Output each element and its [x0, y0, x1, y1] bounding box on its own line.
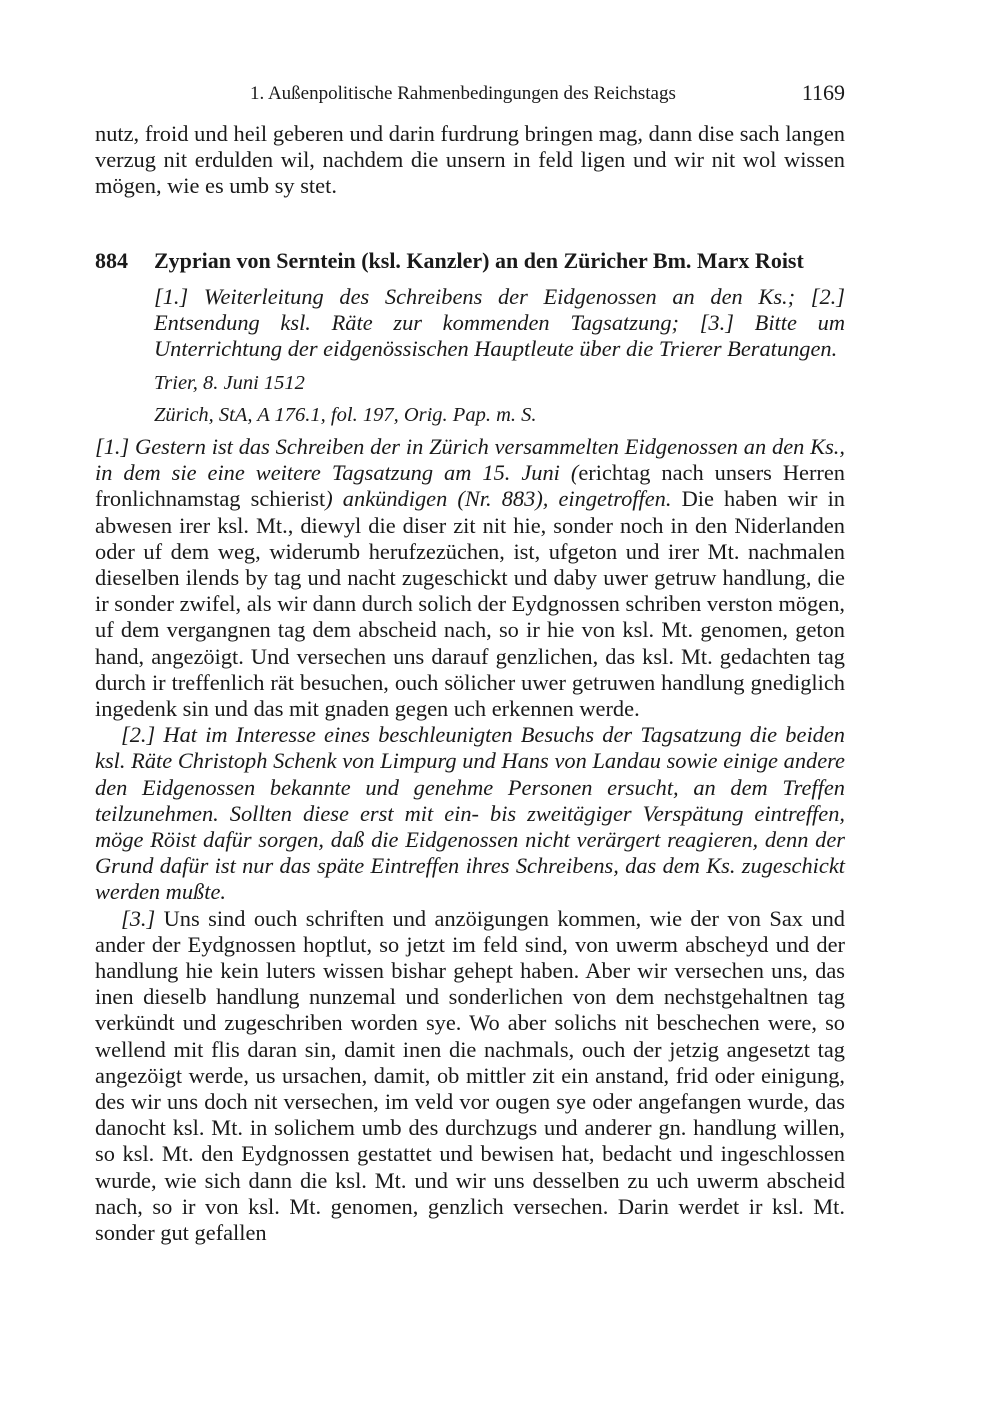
- body-paragraph-1: [95, 434, 845, 722]
- page-number: 1169: [801, 80, 845, 105]
- body-paragraph-2: [2.] Hat im Interesse eines beschleunigten Besuchs der Tagsatzung die beiden ksl. Räte Christoph Schenk von Limpurg und Hans von Landau sowie einige andere den Eidgenossen bekannte und genehme Personen ersucht, an dem Treffen teilzunehmen. Sollten diese erst mit ein- bis zweitägiger Verspätung eintreffen, möge Röist dafür sorgen, daß die Eidgenossen nicht verärgert reagieren, denn der Grund dafür ist nur das späte Eintreffen ihres Schreibens, das dem Ks. zugeschickt werden mußte.: [95, 722, 845, 905]
- document-source: Zürich, StA, A 176.1, fol. 197, Orig. Pap. m. S.: [154, 404, 537, 426]
- continuation-paragraph: nutz, froid und heil geberen und darin furdrung bringen mag, dann dise sach langen verzug nit erdulden wil, nachdem die unsern in feld ligen und wir nit wol wissen mögen, wie es umb sy stet.: [95, 121, 845, 199]
- document-heading: [95, 248, 845, 276]
- document-title: Zyprian von Serntein (ksl. Kanzler) an den Züricher Bm. Marx Roist: [154, 248, 804, 273]
- document-body: [95, 434, 845, 1246]
- paragraph-1-quote: erichtag nach unsers Herren fronlichnamstag schierist: [95, 460, 845, 512]
- running-head: 1. Außenpolitische Rahmenbedingungen des Reichstags: [250, 83, 676, 104]
- document-number: 884: [95, 248, 128, 273]
- document-place-date: Trier, 8. Juni 1512: [154, 372, 305, 394]
- page-header: [95, 80, 845, 108]
- body-paragraph-3: [95, 906, 845, 1247]
- paragraph-1-summary-b: ) ankündigen (Nr. 883), eingetroffen.: [325, 486, 672, 512]
- paragraph-3-marker: [3.]: [121, 905, 156, 931]
- document-regest: [1.] Weiterleitung des Schreibens der Eidgenossen an den Ks.; [2.] Entsendung ksl. Räte zur kommenden Tagsatzung; [3.] Bitte um Unterrichtung der eidgenössischen Hauptleute über die Trierer Beratungen.: [154, 284, 845, 362]
- paragraph-1-text: Die haben wir in abwesen irer ksl. Mt., diewyl die diser zit nit hie, sonder noch in den Niderlanden oder uf dem weg, widerumb herufzezüchen, ist, ufgeton und irer Mt. nachmalen dieselben ilends by tag und nacht zugeschickt und daby uwer getruw handlung, die ir sonder zwifel, als wir dann durch solich der Eydgnossen schriben verston mögen, uf dem vergangnen tag dem abscheid nach, so ir hie von ksl. Mt. genomen, geton hand, angezöigt. Und versechen uns darauf genzlichen, das ksl. Mt. gedachten tag durch ir treffenlich rät besuchen, ouch sölicher uwer getruwen handlung gnediglich ingedenk sin und das mit gnaden gegen uch erkennen werde.: [95, 486, 845, 722]
- paragraph-3-text: Uns sind ouch schriften und anzöigungen kommen, wie der von Sax und ander der Eydgnossen hoptlut, so jetzt im feld sind, von uwerm abscheyd und der handlung hie kein luters wissen bishar gehept haben. Aber wir versechen uns, das inen dieselb handlung nunzemal und sonderlichen von dem nechstgehaltnen tag verkündt und zugeschriben worden sye. Wo aber solichs nit beschechen were, so wellend mit flis daran sin, damit inen die nachmals, ouch der jetzig angesetzt tag angezöigt werde, us ursachen, damit, ob mittler zit ein anstand, frid oder einigung, des wir uns doch nit versechen, im veld vor ougen sye oder angefangen wurde, das danocht ksl. Mt. in solichem umb des durchzugs und anderer gn. handlung willen, so ksl. Mt. den Eydgnossen gestattet und bewisen hat, bedacht und ingeschlossen wurde, wie sich dann die ksl. Mt. und wir uns desselben zu uch uwerm abscheid nach, so ir von ksl. Mt. genomen, genzlich versechen. Darin werdet ir ksl. Mt. sonder gut gefallen: [95, 905, 845, 1246]
- paragraph-1-summary-a: [1.] Gestern ist das Schreiben der in Zürich versammelten Eidgenossen an den Ks., in dem sie eine weitere Tagsatzung am 15. Juni (: [95, 434, 845, 486]
